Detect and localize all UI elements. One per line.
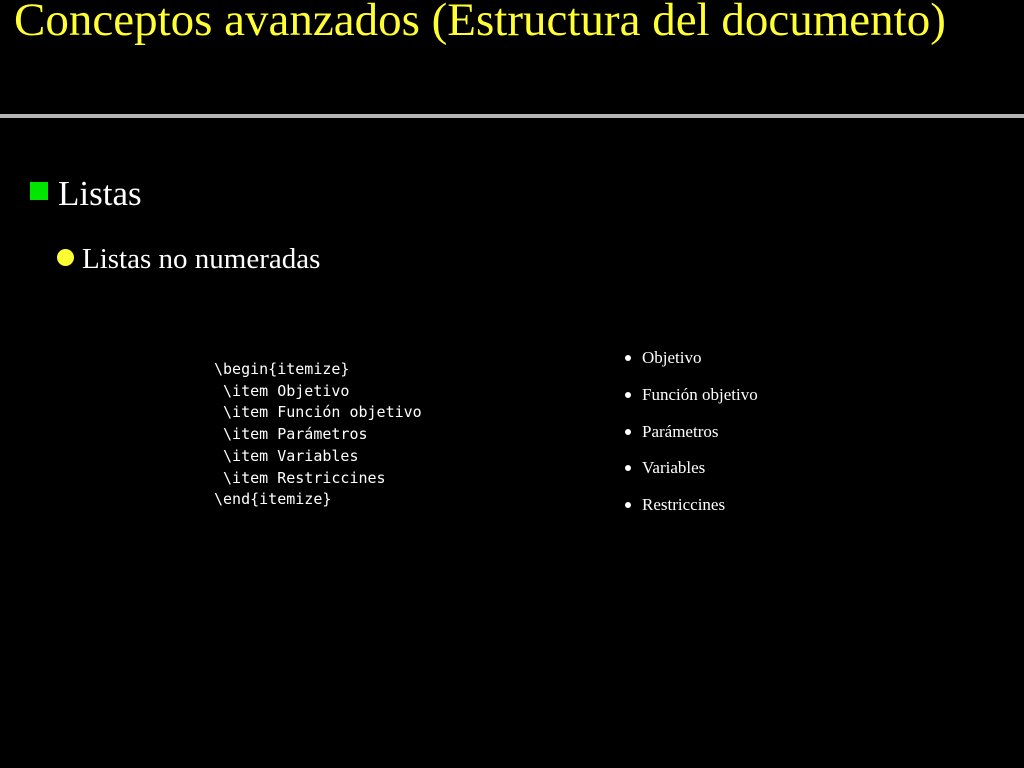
bullet-level1 xyxy=(30,172,142,216)
latex-code-block xyxy=(214,359,422,511)
small-dot-bullet-icon xyxy=(625,392,631,398)
square-bullet-icon xyxy=(30,182,48,200)
code-line: \item Función objetivo xyxy=(214,403,422,422)
bullet-level1-text: Listas xyxy=(58,174,142,213)
title-divider xyxy=(0,114,1024,118)
list-item xyxy=(622,413,758,450)
list-item-text: Función objetivo xyxy=(642,385,758,405)
code-line: \item Variables xyxy=(214,446,359,465)
code-line: \item Objetivo xyxy=(214,381,350,400)
small-dot-bullet-icon xyxy=(625,355,631,361)
list-item xyxy=(622,487,758,524)
code-line: \item Parámetros xyxy=(214,425,368,444)
small-dot-bullet-icon xyxy=(625,429,631,435)
list-item xyxy=(622,340,758,377)
list-item-text: Objetivo xyxy=(642,348,702,368)
rendered-itemize-list xyxy=(622,340,758,523)
code-line: \begin{itemize} xyxy=(214,360,350,378)
list-item xyxy=(622,377,758,414)
small-dot-bullet-icon xyxy=(625,465,631,471)
list-item-text: Variables xyxy=(642,458,706,478)
slide-title: Conceptos avanzados (Estructura del documento) xyxy=(14,0,946,46)
code-line: \end{itemize} xyxy=(214,490,332,509)
small-dot-bullet-icon xyxy=(625,502,631,508)
bullet-level2 xyxy=(57,241,320,277)
bullet-level2-text: Listas no numeradas xyxy=(82,242,321,275)
list-item xyxy=(622,450,758,487)
code-line: \item Restriccines xyxy=(214,468,386,487)
list-item-text: Restriccines xyxy=(642,495,726,515)
list-item-text: Parámetros xyxy=(642,421,719,441)
circle-bullet-icon xyxy=(57,249,74,266)
